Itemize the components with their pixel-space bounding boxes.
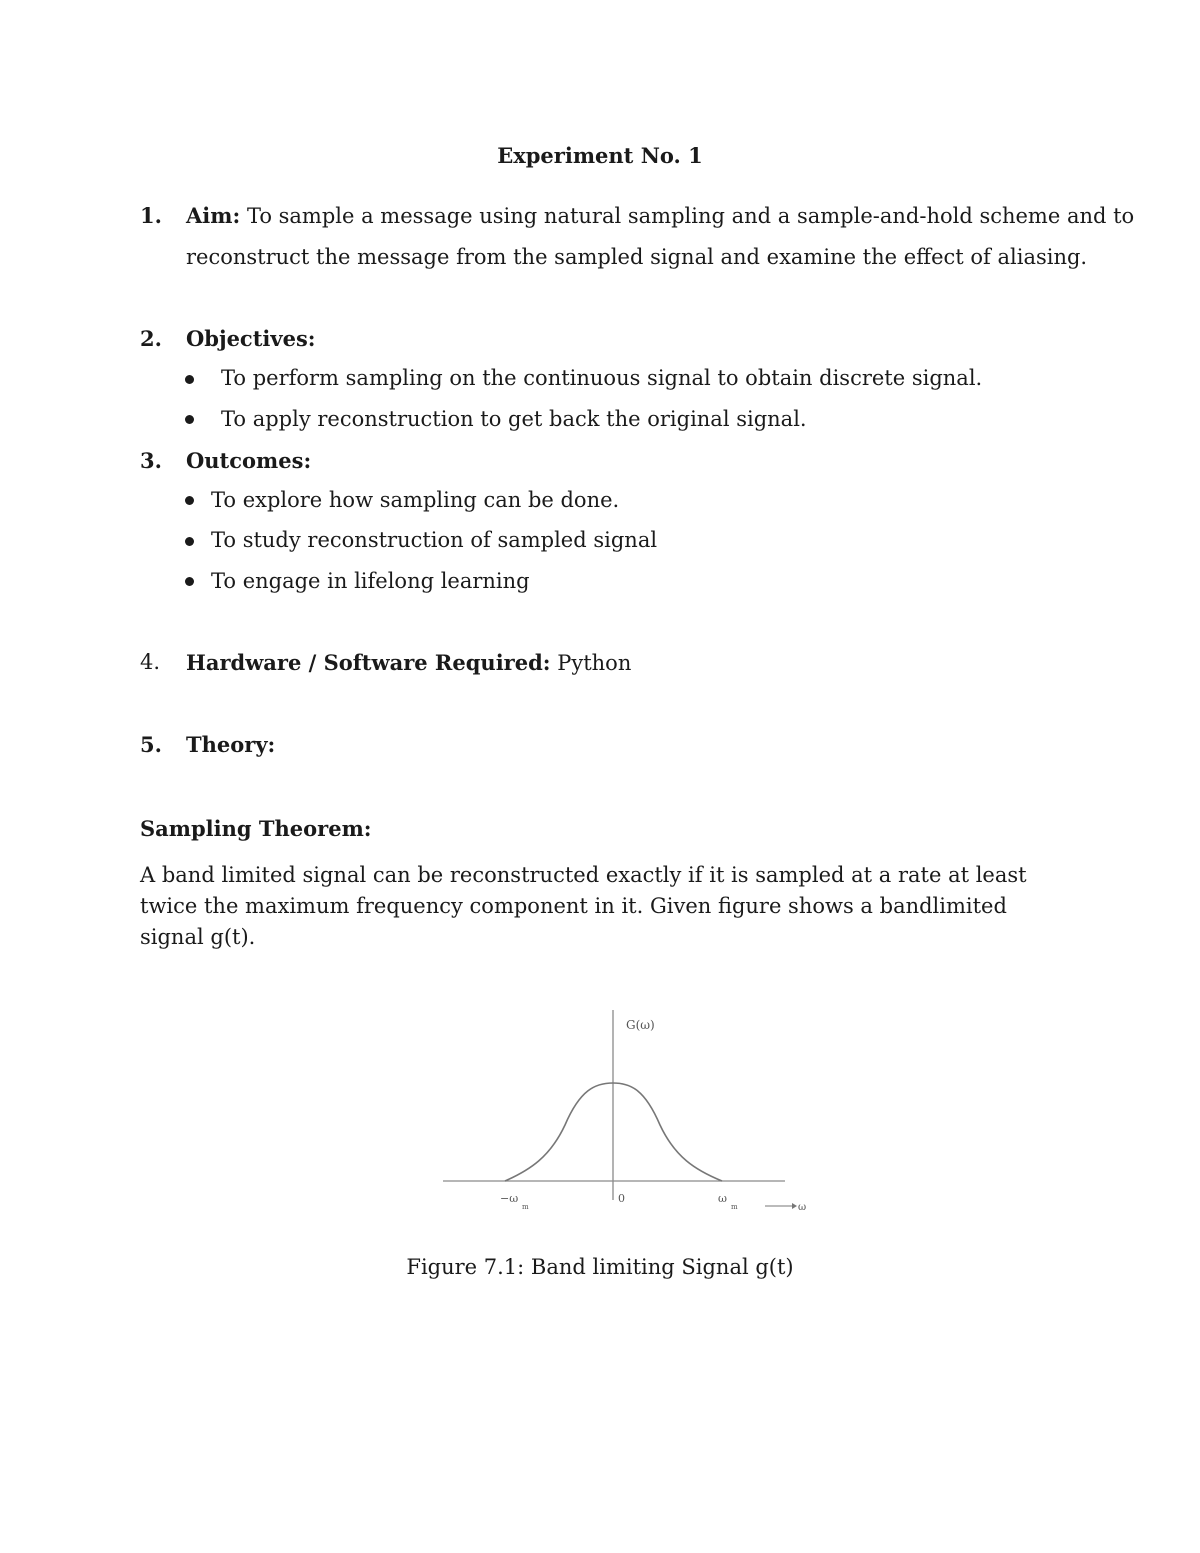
- tick-pos-label: ω: [718, 1192, 727, 1205]
- tick-zero-label: 0: [618, 1192, 625, 1205]
- outcome-item: To explore how sampling can be done.: [211, 488, 620, 512]
- bandlimited-signal-figure: [440, 1005, 820, 1220]
- tick-pos-subscript: m: [731, 1203, 738, 1211]
- y-axis-label: G(ω): [626, 1018, 655, 1032]
- objective-item: To apply reconstruction to get back the original signal.: [221, 407, 807, 431]
- aim-line-1: [186, 203, 1134, 228]
- hardware-value: Python: [557, 651, 632, 675]
- aim-label: Aim:: [186, 203, 241, 228]
- bullet-icon: [185, 415, 194, 424]
- figure-caption: Figure 7.1: Band limiting Signal g(t): [406, 1255, 794, 1279]
- outcome-item: To study reconstruction of sampled signal: [211, 528, 658, 552]
- objective-item: To perform sampling on the continuous signal to obtain discrete signal.: [221, 366, 983, 390]
- sampling-line-3: signal g(t).: [140, 925, 256, 949]
- hardware-label: Hardware / Software Required:: [186, 650, 551, 675]
- aim-number: 1.: [140, 203, 162, 228]
- aim-line-2: reconstruct the message from the sampled signal and examine the effect of aliasing.: [186, 245, 1088, 269]
- outcomes-number: 3.: [140, 448, 162, 473]
- bullet-icon: [185, 496, 194, 505]
- tick-neg-subscript: m: [522, 1203, 529, 1211]
- sampling-line-2: twice the maximum frequency component in it. Given figure shows a bandlimited: [140, 894, 1007, 918]
- bullet-icon: [185, 375, 194, 384]
- theory-number: 5.: [140, 732, 162, 757]
- objectives-heading: Objectives:: [186, 326, 316, 351]
- bullet-icon: [185, 577, 194, 586]
- bullet-icon: [185, 537, 194, 546]
- outcomes-heading: Outcomes:: [186, 448, 312, 473]
- x-axis-label: ω: [798, 1202, 807, 1213]
- outcome-item: To engage in lifelong learning: [211, 569, 530, 593]
- sampling-heading: Sampling Theorem:: [140, 816, 372, 841]
- page-title: Experiment No. 1: [497, 143, 703, 168]
- x-arrow-head-icon: [792, 1203, 797, 1209]
- hardware-number: 4.: [140, 650, 161, 674]
- hardware-line: [186, 650, 631, 675]
- tick-neg-label: −ω: [500, 1192, 519, 1205]
- aim-text-1: To sample a message using natural sampling and a sample-and-hold scheme and to: [246, 204, 1135, 228]
- theory-heading: Theory:: [186, 732, 276, 757]
- objectives-number: 2.: [140, 326, 162, 351]
- sampling-line-1: A band limited signal can be reconstructed exactly if it is sampled at a rate at least: [140, 863, 1027, 887]
